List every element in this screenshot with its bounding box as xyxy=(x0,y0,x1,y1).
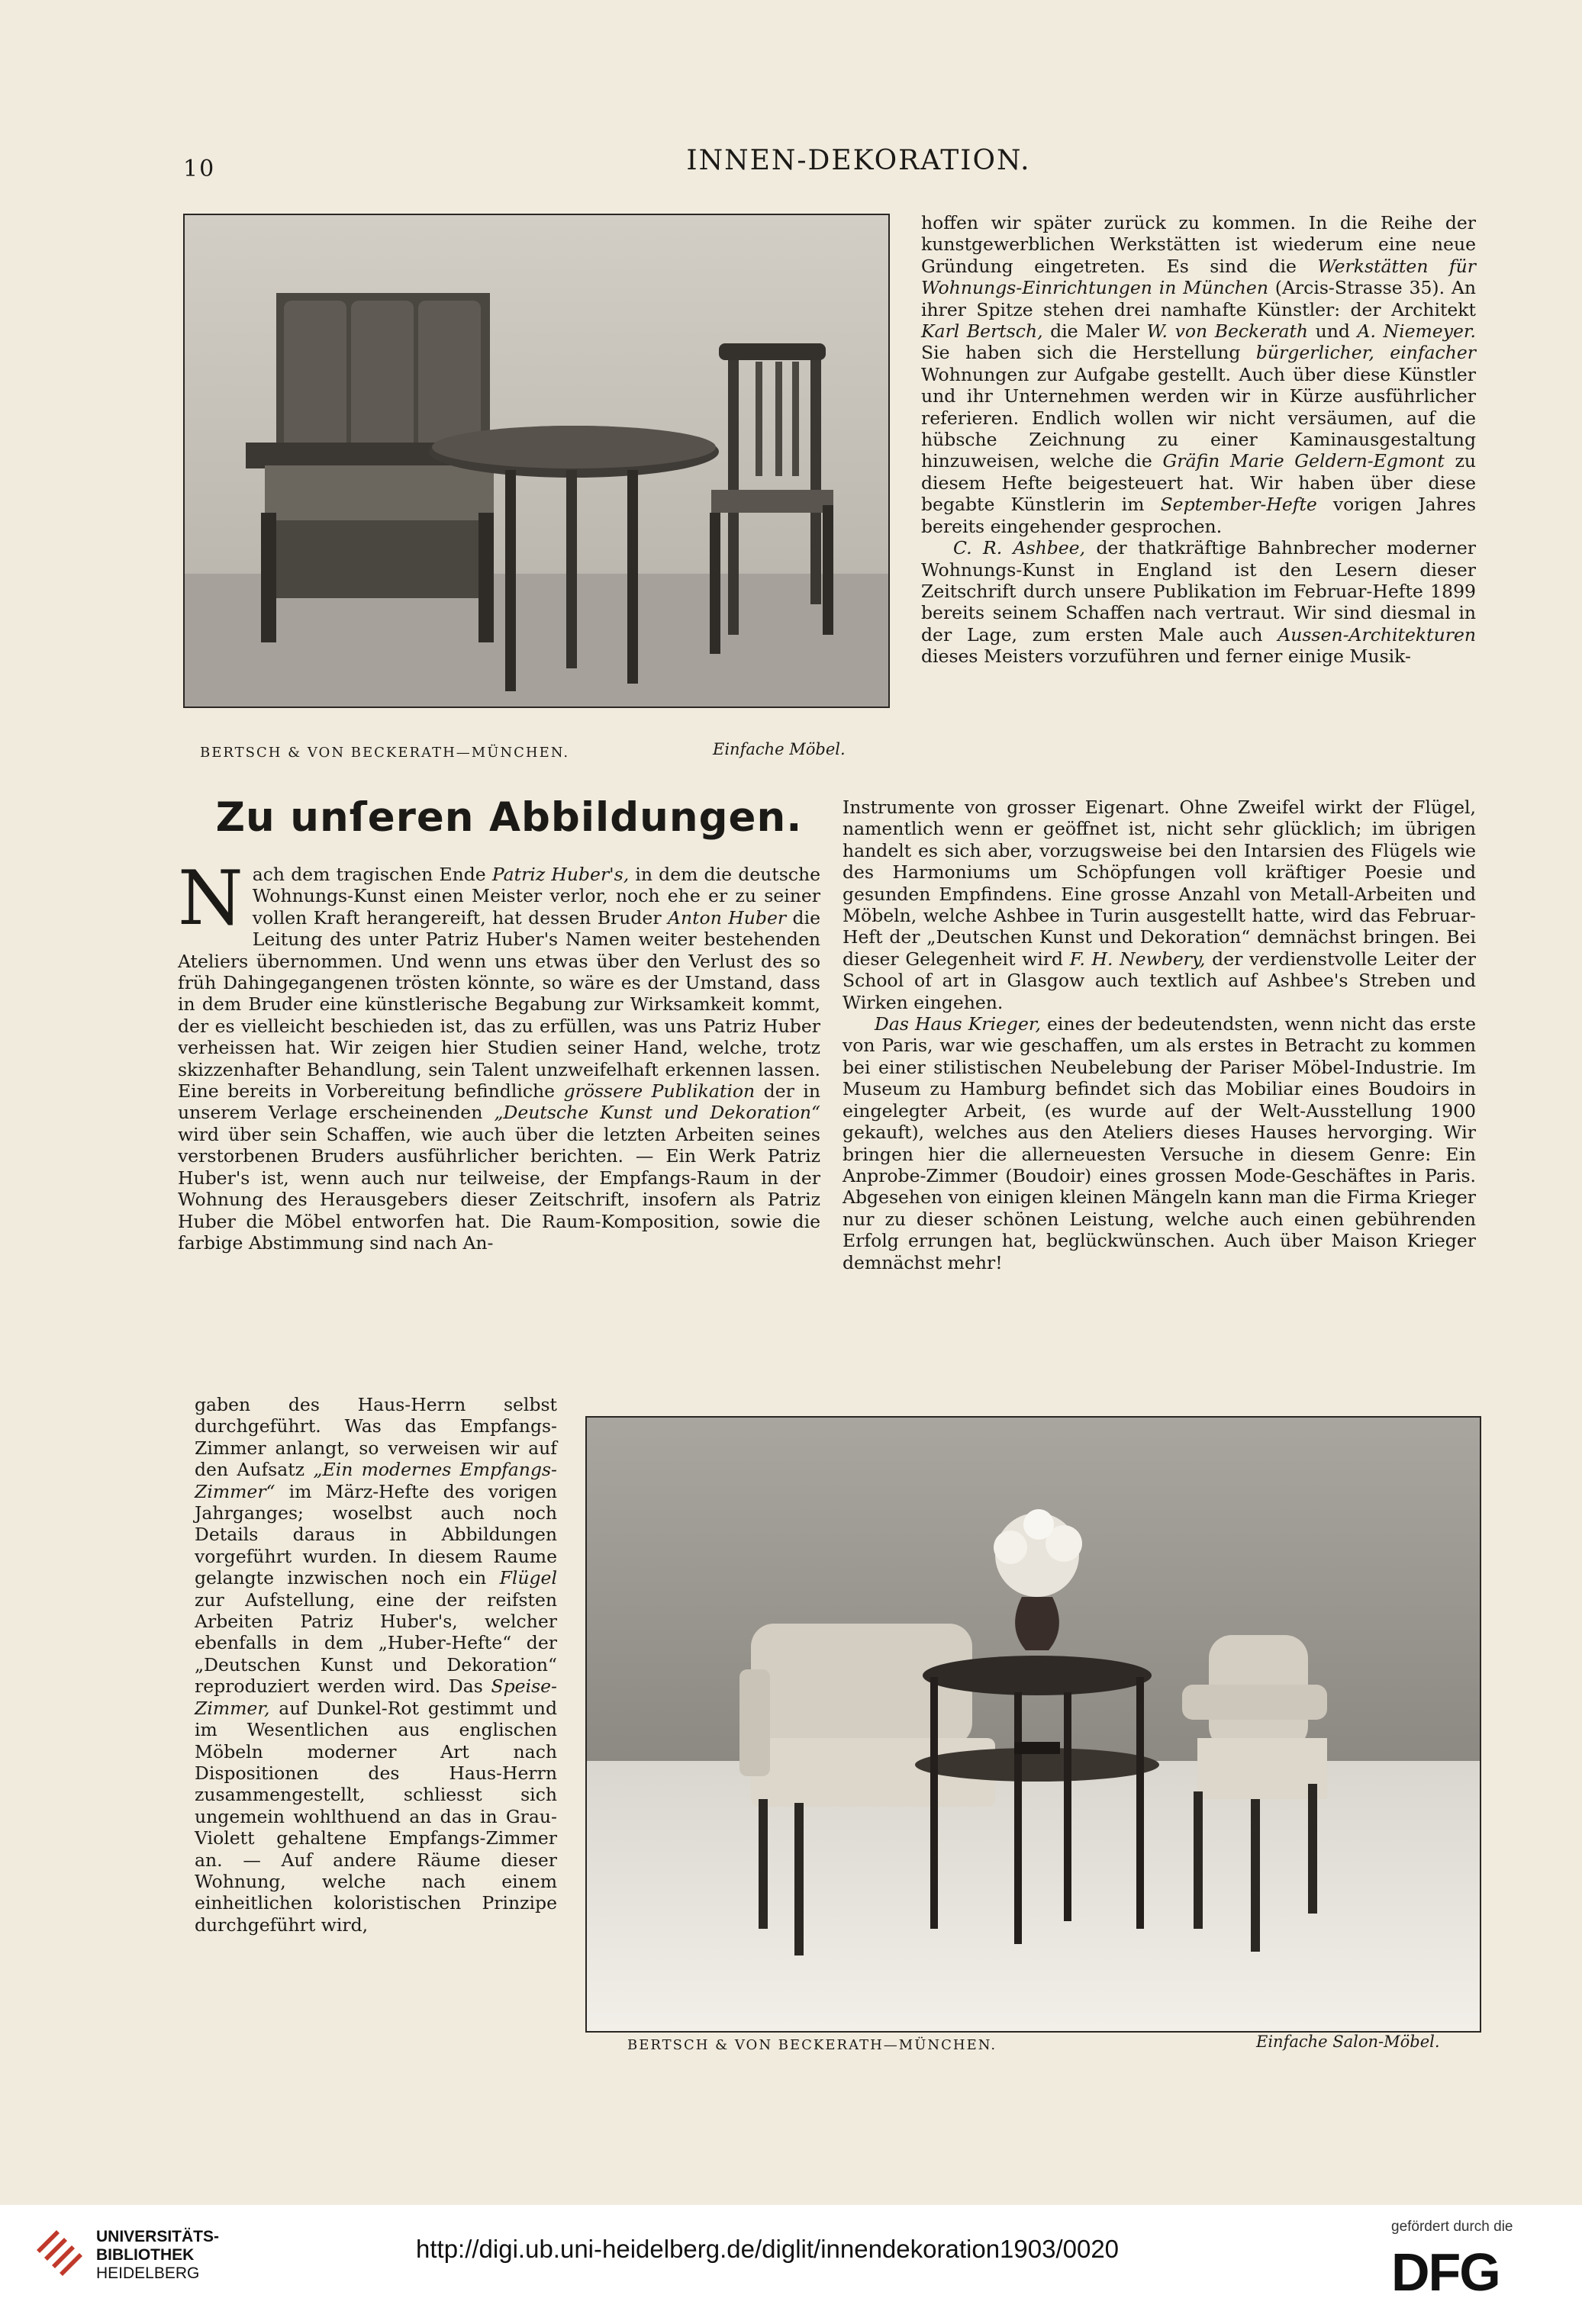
library-line-1: UNIVERSITÄTS- xyxy=(96,2228,220,2245)
library-line-3: HEIDELBERG xyxy=(96,2264,200,2282)
funding-note: gefördert durch die xyxy=(1391,2219,1513,2235)
figure1-caption: Einfache Möbel. xyxy=(713,740,846,758)
photo-einfache-salon-moebel xyxy=(585,1416,1481,2033)
photo-einfache-moebel xyxy=(183,214,890,708)
article-column-left-top: Nach dem tragischen Ende Patriz Huber's, in dem die deutsche Wohnungs-Kunst einen Meister verlor, noch ehe er zu seiner vollen Kraft herangereift, hat dessen Bruder Anton Huber die Leitung des unter Patriz Huber's Namen weiter bestehenden Ateliers übernommen. Und wenn uns etwas über den Verlust des so früh Dahingegangenen trösten könnte, so wäre es der Umstand, dass in dem Bruder eine künstlerische Begabung zur Wirksamkeit kommt, der es vielleicht beschieden ist, das zu erfüllen, was uns Patriz Huber verheissen hat. Wir zeigen hier Studien seiner Hand, welche, trotz skizzenhafter Behandlung, sein Talent unzweifelhaft erkennen lassen. Eine bereits in Vorbereitung befindliche grössere Publikation der in unserem Verlage erscheinenden „Deutsche Kunst und Dekoration“ wird über sein Schaffen, wie auch über die letzten Arbeiten seines verstorbenen Bruders ausführlicher berichten. — Ein Werk Patriz Huber's ist, wenn auch nur teilweise, der Empfangs-Raum in der Wohnung des Herausgebers dieser Zeitschrift, insofern als Patriz Huber die Möbel entworfen hat. Die Raum-Komposition, sowie die farbige Abstimmung sind nach An- xyxy=(178,855,821,1254)
running-header: INNEN-DEKORATION. xyxy=(686,145,1031,176)
dfg-logo: DFG xyxy=(1391,2242,1500,2302)
university-library-logo-icon xyxy=(34,2227,87,2279)
figure2-maker: BERTSCH & VON BECKERATH—MÜNCHEN. xyxy=(627,2037,997,2053)
page-number: 10 xyxy=(183,156,216,182)
digitization-footer xyxy=(0,2205,1582,2324)
furniture-photo-2 xyxy=(587,1418,1480,2031)
article-column-right-top: hoffen wir später zurück zu kommen. In die Reihe der kunstgewerblichen Werkstätten ist wiederum eine neue Gründung eingetreten. Es sind die Werkstätten für Wohnungs-Einrichtungen in München (Arcis-Strasse 35). An ihrer Spitze stehen drei namhafte Künstler: der Architekt Karl Bertsch, die Maler W. von Beckerath und A. Niemeyer. Sie haben sich die Herstellung bürgerlicher, einfacher Wohnungen zur Aufgabe gestellt. Auch über diese Künstler und ihr Unternehmen werden wir in Kürze ausführlicher referieren. Endlich wollen wir nicht versäumen, auf die hübsche Zeichnung zu einer Kaminausgestaltung hinzuweisen, welche die Gräfin Marie Geldern-Egmont zu diesem Hefte beigesteuert hat. Wir haben über diese begabte Künstlerin im September-Hefte vorigen Jahres bereits eingehender gesprochen. C. R. Ashbee, der thatkräftige Bahnbrecher moderner Wohnungs-Kunst in England ist den Lesern dieser Zeitschrift durch unsere Publikation im Februar-Hefte 1899 bereits seinem Schaffen nach vertraut. Wir sind diesmal in der Lage, zum ersten Male auch Aussen-Architekturen dieses Meisters vorzuführen und ferner einige Musik- xyxy=(921,212,1477,668)
university-library-name xyxy=(96,2228,219,2283)
figure1-maker: BERTSCH & VON BECKERATH—MÜNCHEN. xyxy=(200,745,570,761)
article-column-right-middle: Instrumente von grosser Eigenart. Ohne Zweifel wirkt der Flügel, namentlich wenn er geöffnet ist, nicht sehr glücklich; im übrigen handelt es sich aber, vorzugsweise bei den Intarsien des Flügels wie des Harmoniums um Schöpfungen voll kräftiger Poesie und gesunden Empfindens. Eine grosse Anzahl von Metall-Arbeiten und Möbeln, welche Ashbee in Turin ausgestellt hatte, wird das Februar-Heft der „Deutschen Kunst und Dekoration“ demnächst bringen. Bei dieser Gelegenheit wird F. H. Newbery, der verdienstvolle Leiter der School of art in Glasgow auch textlich auf Ashbee's Streben und Wirken eingehen. Das Haus Krieger, eines der bedeutendsten, wenn nicht das erste von Paris, war wie geschaffen, um als erstes in Betracht zu kommen bei einer stilistischen Neubelebung der Pariser Möbel-Industrie. Im Museum zu Hamburg befindet sich das Mobiliar eines Boudoirs in eingelegter Arbeit, (es wurde auf der Welt-Ausstellung 1900 gekauft), welches aus den Ateliers dieses Hauses hervorging. Wir bringen hier die allerneuesten Versuche in diesem Genre: Ein Anprobe-Zimmer (Boudoir) eines grossen Mode-Geschäftes in Paris. Abgesehen von einigen kleinen Mängeln kann man die Firma Krieger nur zu dieser schönen Leistung, welche auch einen gebührenden Erfolg errungen hat, beglückwünschen. Auch über Maison Krieger demnächst mehr! xyxy=(843,797,1476,1273)
library-line-2: BIBLIOTHEK xyxy=(96,2246,195,2264)
drop-cap: N xyxy=(178,855,243,942)
figure2-caption: Einfache Salon-Möbel. xyxy=(1256,2033,1440,2051)
furniture-photo-1 xyxy=(185,215,888,707)
article-title: Zu unſeren Abbildungen. xyxy=(215,794,803,841)
article-column-left-narrow: gaben des Haus-Herrn selbst durchgeführt. Was das Empfangs-Zimmer anlangt, so verweisen wir auf den Aufsatz „Ein modernes Empfangs-Zimmer“ im März-Hefte des vorigen Jahrganges; woselbst auch noch Details daraus in Abbildungen vorgeführt wurden. In diesem Raume gelangte inzwischen noch ein Flügel zur Aufstellung, eine der reifsten Arbeiten Patriz Huber's, welcher ebenfalls in dem „Huber-Hefte“ der „Deutschen Kunst und Dekoration“ reproduziert werden wird. Das Speise-Zimmer, auf Dunkel-Rot gestimmt und im Wesentlichen aus englischen Möbeln moderner Art nach Dispositionen des Haus-Herrn zusammengestellt, schliesst sich ungemein wohlthuend an das in Grau-Violett gehaltene Empfangs-Zimmer an. — Auf andere Räume dieser Wohnung, welche nach einem einheitlichen koloristischen Prinzipe durchgeführt wird, xyxy=(195,1394,557,1936)
permalink-url[interactable]: http://digi.ub.uni-heidelberg.de/diglit/innendekoration1903/0020 xyxy=(416,2235,1120,2263)
